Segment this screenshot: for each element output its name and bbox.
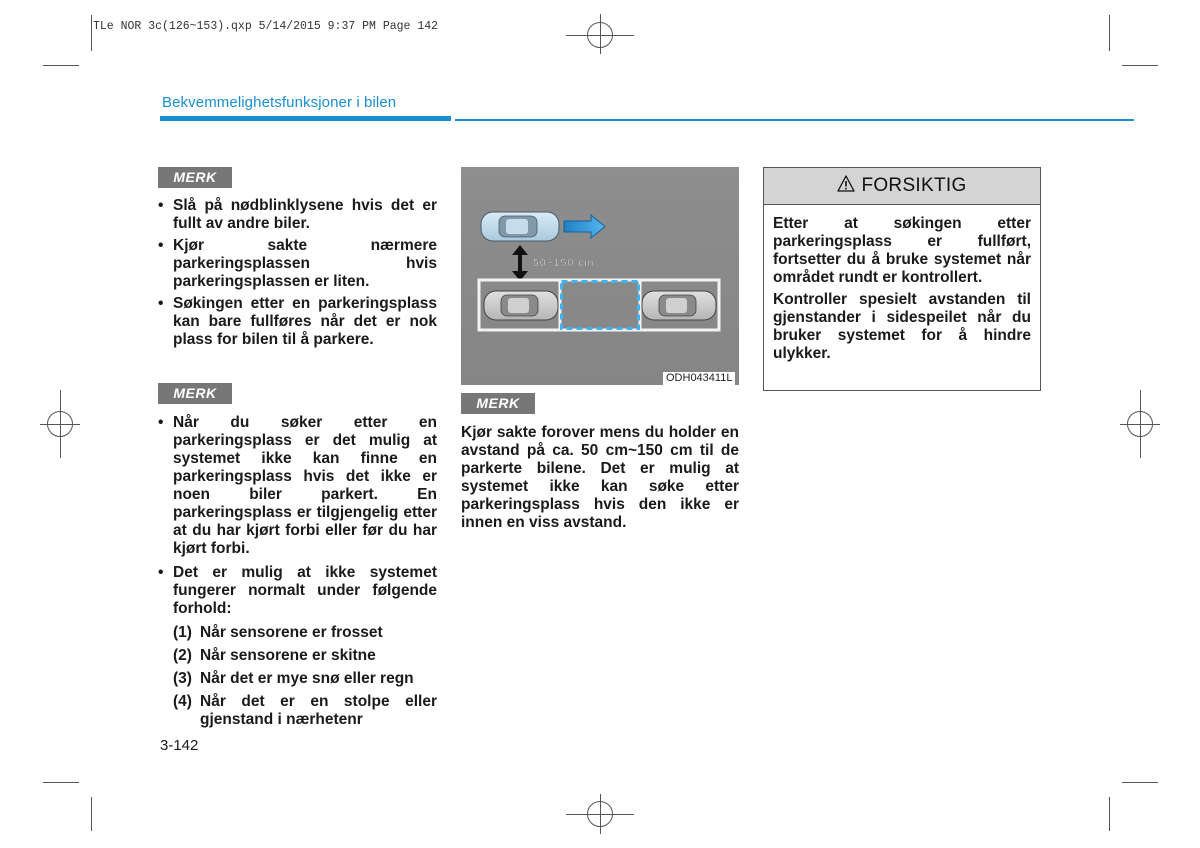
print-slug: TLe NOR 3c(126~153).qxp 5/14/2015 9:37 PM Page 142 bbox=[93, 20, 439, 33]
caution-paragraph: Kontroller spesielt avstanden til gjenstander i sidespeilet når du bruker systemet for å hindre ulykker. bbox=[773, 291, 1031, 362]
registration-mark-line bbox=[60, 390, 61, 458]
registration-mark-line bbox=[600, 794, 601, 834]
conditions-list bbox=[158, 624, 437, 729]
merk-label: MERK bbox=[158, 167, 232, 188]
parked-car-right bbox=[642, 291, 716, 320]
section-rule-thick bbox=[160, 116, 451, 121]
crop-mark bbox=[1109, 15, 1110, 51]
condition-item: (1) Når sensorene er frosset bbox=[173, 624, 383, 641]
moving-car bbox=[481, 212, 559, 241]
crop-mark bbox=[43, 782, 79, 783]
note-item: • Kjør sakte nærmere parkeringsplassen hvis parkeringsplassen er liten. bbox=[158, 237, 437, 291]
section-rule-thin bbox=[455, 119, 1134, 121]
caution-paragraph: Etter at søkingen etter parkeringsplass er fullført, fortsetter du å bruke systemet når området rundt er kontrollert. bbox=[773, 215, 1031, 286]
caution-body bbox=[764, 205, 1040, 363]
left-notes-1 bbox=[158, 197, 437, 353]
note-item: • Slå på nødblinklysene hvis det er fullt av andre biler. bbox=[158, 197, 437, 233]
figure-code: ODH043411L bbox=[663, 372, 735, 385]
page-number: 3-142 bbox=[160, 737, 199, 754]
crop-mark bbox=[1122, 65, 1158, 66]
condition-item: (4) Når det er en stolpe eller gjenstand i nærhetenr bbox=[173, 693, 437, 728]
condition-item: (3) Når det er mye snø eller regn bbox=[173, 670, 414, 687]
registration-mark-line bbox=[1140, 390, 1141, 458]
condition-item: (2) Når sensorene er skitne bbox=[173, 647, 376, 664]
distance-label: 50~150 cm bbox=[533, 257, 595, 269]
registration-mark-line bbox=[600, 14, 601, 54]
middle-note: Kjør sakte forover mens du holder en avstand på ca. 50 cm~150 cm til de parkerte bilene. Det er mulig at systemet ikke kan søke etter parkeringsplass hvis den ikke er innen en viss avstand. bbox=[461, 424, 739, 531]
note-item: • Når du søker etter en parkeringsplass er det mulig at systemet ikke kan finne en parkeringsplass hvis det ikke er noen biler parkert. En parkeringsplass er tilgjengelig etter at du har kjørt forbi eller før du har kjørt forbi. bbox=[158, 414, 437, 558]
crop-mark bbox=[91, 15, 92, 51]
warning-triangle-icon bbox=[837, 175, 855, 197]
caution-header bbox=[764, 168, 1040, 205]
parking-diagram bbox=[461, 167, 739, 385]
crop-mark bbox=[43, 65, 79, 66]
merk-label: MERK bbox=[461, 393, 535, 414]
note-item: • Det er mulig at ikke systemet fungerer normalt under følgende forhold: bbox=[158, 564, 437, 618]
crop-mark bbox=[1109, 797, 1110, 831]
parked-car-left bbox=[484, 291, 558, 320]
note-item: • Søkingen etter en parkeringsplass kan bare fullføres når det er nok plass for bilen til å parkere. bbox=[158, 295, 437, 349]
crop-mark bbox=[91, 797, 92, 831]
merk-label: MERK bbox=[158, 383, 232, 404]
caution-title: FORSIKTIG bbox=[861, 175, 967, 196]
caution-box bbox=[763, 167, 1041, 391]
left-notes-2 bbox=[158, 414, 437, 734]
section-title: Bekvemmelighetsfunksjoner i bilen bbox=[162, 94, 397, 111]
crop-mark bbox=[1122, 782, 1158, 783]
